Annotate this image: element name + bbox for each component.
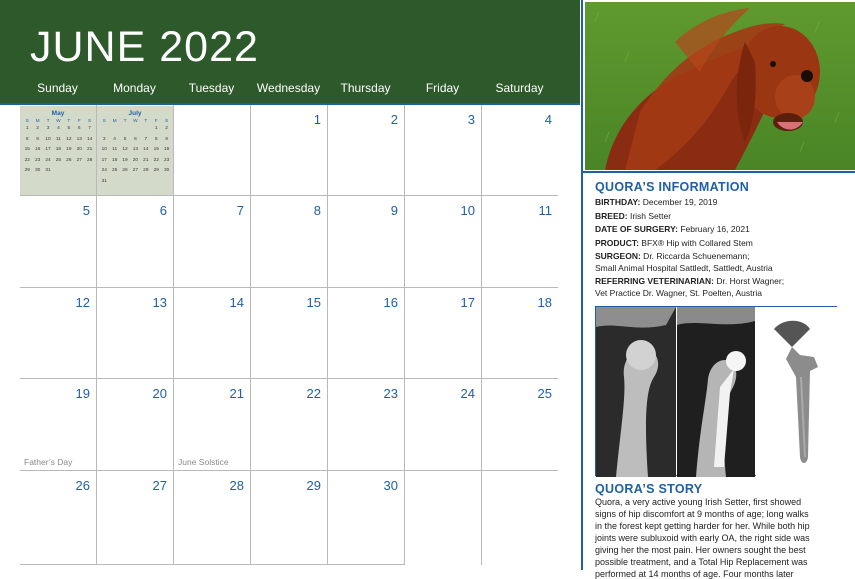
product-label: PRODUCT: xyxy=(595,238,639,248)
day-cell xyxy=(174,288,251,379)
mini-day: 14 xyxy=(86,136,93,142)
referring-value: Dr. Horst Wagner; xyxy=(714,276,785,286)
day-number: 16 xyxy=(383,295,398,310)
mini-day: 10 xyxy=(101,147,107,152)
day-number: 4 xyxy=(544,112,552,127)
breed-label: BREED: xyxy=(595,211,628,221)
day-cell xyxy=(174,379,251,471)
day-number: 26 xyxy=(75,478,90,493)
mini-day: 4 xyxy=(57,126,60,131)
day-number: 22 xyxy=(306,386,321,401)
day-cell xyxy=(97,471,174,565)
weekday-saturday: Saturday xyxy=(495,81,544,95)
surgery-row xyxy=(595,224,750,234)
mini-day: 8 xyxy=(154,136,158,142)
day-cell xyxy=(405,105,482,196)
mini-day: 22 xyxy=(24,157,30,163)
day-cell xyxy=(482,196,558,288)
mini-day: 26 xyxy=(122,168,128,173)
mini-day: 19 xyxy=(122,157,128,163)
breed-row xyxy=(595,211,671,221)
day-number: 29 xyxy=(306,478,321,493)
story-line: joints were subluxoid with early OA, the right side was xyxy=(595,533,810,543)
weekday-sunday: Sunday xyxy=(37,81,78,95)
surgery-label: DATE OF SURGERY: xyxy=(595,224,678,234)
day-cell xyxy=(20,471,97,565)
mini-weekday: S xyxy=(88,119,92,124)
info-heading: QUORA’S INFORMATION xyxy=(595,180,750,194)
story-line: signs of hip discomfort at 9 months of age; long walks xyxy=(595,509,809,519)
mini-weekday: M xyxy=(112,119,117,124)
weekday-monday: Monday xyxy=(113,81,156,95)
day-cell xyxy=(174,196,251,288)
mini-day: 15 xyxy=(153,147,159,152)
day-cell xyxy=(328,105,405,196)
calendar-grid xyxy=(20,105,558,565)
day-number: 15 xyxy=(306,295,321,310)
day-number: 6 xyxy=(159,203,167,218)
mini-weekday: W xyxy=(56,119,61,124)
day-number: 3 xyxy=(467,112,475,127)
mini-day: 24 xyxy=(45,157,51,163)
mini-day: 3 xyxy=(102,136,106,142)
day-number: 21 xyxy=(229,386,244,401)
mini-weekday: M xyxy=(35,119,40,124)
day-cell xyxy=(482,288,558,379)
mini-weekday: F xyxy=(154,119,158,124)
day-cell xyxy=(97,288,174,379)
day-cell xyxy=(482,105,558,196)
day-cell xyxy=(20,288,97,379)
day-number: 9 xyxy=(390,203,398,218)
month-title: JUNE 2022 xyxy=(30,23,259,71)
mini-day: 13 xyxy=(76,136,82,142)
surgeon-row xyxy=(595,251,749,261)
mini-weekday: T xyxy=(144,119,148,124)
day-number: 18 xyxy=(537,295,552,310)
day-cell xyxy=(328,471,405,565)
product-row xyxy=(595,238,753,248)
mini-weekday: W xyxy=(133,119,138,124)
mini-day: 20 xyxy=(76,147,82,152)
holiday-label: June Solstice xyxy=(178,457,229,467)
day-number: 28 xyxy=(229,478,244,493)
mini-weekday: T xyxy=(67,119,71,124)
mini-day: 3 xyxy=(46,126,50,131)
mini-day: 9 xyxy=(165,136,168,142)
weekday-thursday: Thursday xyxy=(340,81,391,95)
mini-day: 6 xyxy=(134,136,137,142)
mini-day: 24 xyxy=(101,168,107,173)
mini-weekday: F xyxy=(77,119,81,124)
day-number: 8 xyxy=(313,203,321,218)
dog-photo xyxy=(585,2,855,170)
mini-day: 2 xyxy=(36,126,39,131)
mini-calendar-title: July xyxy=(128,110,142,117)
day-cell xyxy=(251,105,328,196)
day-number: 5 xyxy=(82,203,90,218)
mini-day: 6 xyxy=(77,126,81,131)
day-number: 17 xyxy=(460,295,475,310)
day-cell xyxy=(328,196,405,288)
birthday-value: December 19, 2019 xyxy=(640,197,718,207)
story-line: in the forest kept getting harder for her. While both hip xyxy=(595,521,810,531)
mini-day: 18 xyxy=(111,157,118,163)
mini-day: 30 xyxy=(163,168,170,173)
breed-value: Irish Setter xyxy=(627,211,672,221)
day-cell xyxy=(482,471,558,565)
mini-day: 10 xyxy=(45,136,51,142)
surgeon-value: Dr. Riccarda Schuenemann; xyxy=(640,251,750,261)
day-cell xyxy=(405,288,482,379)
day-cell xyxy=(328,288,405,379)
mini-day: 9 xyxy=(36,136,39,142)
mini-day: 23 xyxy=(34,157,41,163)
mini-weekday: S xyxy=(102,119,106,124)
holiday-label: Father’s Day xyxy=(24,457,73,467)
mini-weekday: T xyxy=(46,119,50,124)
day-number: 24 xyxy=(460,386,475,401)
day-number: 7 xyxy=(236,203,244,218)
mini-day: 27 xyxy=(76,157,82,163)
day-cell xyxy=(405,471,482,565)
mini-day: 31 xyxy=(45,168,51,173)
surgeon-label: SURGEON: xyxy=(595,251,641,261)
story-line: Quora, a very active young Irish Setter, first showed xyxy=(595,497,802,507)
referring-label: REFERRING VETERINARIAN: xyxy=(595,276,715,286)
day-number: 11 xyxy=(538,203,552,218)
weekday-tuesday: Tuesday xyxy=(188,81,235,95)
mini-day: 14 xyxy=(143,147,149,152)
day-number: 13 xyxy=(152,295,167,310)
mini-day: 11 xyxy=(55,136,61,142)
day-number: 27 xyxy=(152,478,167,493)
mini-day: 2 xyxy=(165,126,168,131)
day-cell xyxy=(251,379,328,471)
mini-day: 8 xyxy=(25,136,29,142)
product-value: BFX® Hip with Collared Stem xyxy=(638,238,753,248)
day-number: 19 xyxy=(75,386,90,401)
referring-practice: Vet Practice Dr. Wagner, St. Poelten, Austria xyxy=(595,288,762,298)
mini-calendar-title: May xyxy=(51,110,65,117)
day-cell xyxy=(97,196,174,288)
day-cell xyxy=(174,471,251,565)
day-number: 25 xyxy=(537,386,552,401)
mini-day: 30 xyxy=(34,168,41,173)
story-line: performed at 14 months of age. Four months later xyxy=(595,569,794,579)
weekday-friday: Friday xyxy=(425,81,460,95)
mini-day: 17 xyxy=(45,147,51,152)
day-cell xyxy=(328,379,405,471)
xray-images xyxy=(595,306,837,476)
day-cell xyxy=(251,288,328,379)
mini-day: 26 xyxy=(66,157,72,163)
mini-day: 1 xyxy=(25,126,29,131)
mini-weekday: S xyxy=(165,119,169,124)
day-cell xyxy=(482,379,558,471)
mini-day: 4 xyxy=(113,136,116,142)
day-cell xyxy=(97,379,174,471)
mini-day: 5 xyxy=(123,136,127,142)
mini-day: 29 xyxy=(24,168,30,173)
day-number: 10 xyxy=(460,203,475,218)
day-number: 30 xyxy=(383,478,398,493)
birthday-label: BIRTHDAY: xyxy=(595,197,641,207)
story-line: giving her the most pain. Her owners sought the best xyxy=(595,545,806,555)
mini-day: 21 xyxy=(143,157,149,163)
mini-day: 29 xyxy=(153,168,159,173)
story-line: possible treatment, and a Total Hip Replacement was xyxy=(595,557,808,567)
mini-day: 27 xyxy=(132,168,139,173)
photo-divider xyxy=(583,171,855,173)
day-cell xyxy=(251,471,328,565)
day-number: 1 xyxy=(313,112,321,127)
mini-day: 16 xyxy=(34,147,41,152)
panel-divider xyxy=(581,0,583,570)
mini-day: 28 xyxy=(86,157,93,163)
day-cell xyxy=(20,379,97,471)
mini-day: 18 xyxy=(55,147,62,152)
mini-weekday: T xyxy=(123,119,127,124)
mini-day: 17 xyxy=(101,157,107,163)
surgery-value: February 16, 2021 xyxy=(677,224,750,234)
mini-day: 12 xyxy=(122,147,128,152)
mini-day: 16 xyxy=(163,147,170,152)
story-heading: QUORA’S STORY xyxy=(595,482,703,496)
mini-day: 20 xyxy=(132,157,139,163)
day-cell xyxy=(251,196,328,288)
mini-day: 12 xyxy=(66,136,72,142)
mini-day: 11 xyxy=(112,147,118,152)
day-cell xyxy=(174,105,251,196)
day-cell xyxy=(405,196,482,288)
day-cell xyxy=(20,196,97,288)
mini-day: 7 xyxy=(144,136,148,142)
mini-day: 25 xyxy=(111,168,118,173)
day-number: 23 xyxy=(383,386,398,401)
birthday-row xyxy=(595,197,717,207)
mini-day: 7 xyxy=(88,126,91,131)
mini-day: 22 xyxy=(153,157,159,163)
day-number: 20 xyxy=(152,386,167,401)
referring-row xyxy=(595,276,784,286)
mini-day: 1 xyxy=(154,126,158,131)
mini-day: 13 xyxy=(132,147,139,152)
mini-weekday: S xyxy=(25,119,29,124)
mini-day: 25 xyxy=(55,157,62,163)
day-cell xyxy=(405,379,482,471)
surgeon-hospital: Small Animal Hospital Sattledt, Sattledt, Austria xyxy=(595,263,773,273)
mini-day: 5 xyxy=(67,126,71,131)
weekday-wednesday: Wednesday xyxy=(256,81,321,95)
day-number: 2 xyxy=(390,112,398,127)
mini-day: 28 xyxy=(143,168,149,173)
mini-day: 15 xyxy=(24,147,30,152)
mini-calendar-july xyxy=(97,106,173,195)
mini-day: 23 xyxy=(163,157,170,163)
mini-day: 21 xyxy=(86,147,93,152)
mini-day: 19 xyxy=(66,147,72,152)
mini-day: 31 xyxy=(101,178,107,184)
day-number: 14 xyxy=(229,295,244,310)
day-number: 12 xyxy=(75,295,90,310)
mini-calendar-may xyxy=(20,106,96,195)
